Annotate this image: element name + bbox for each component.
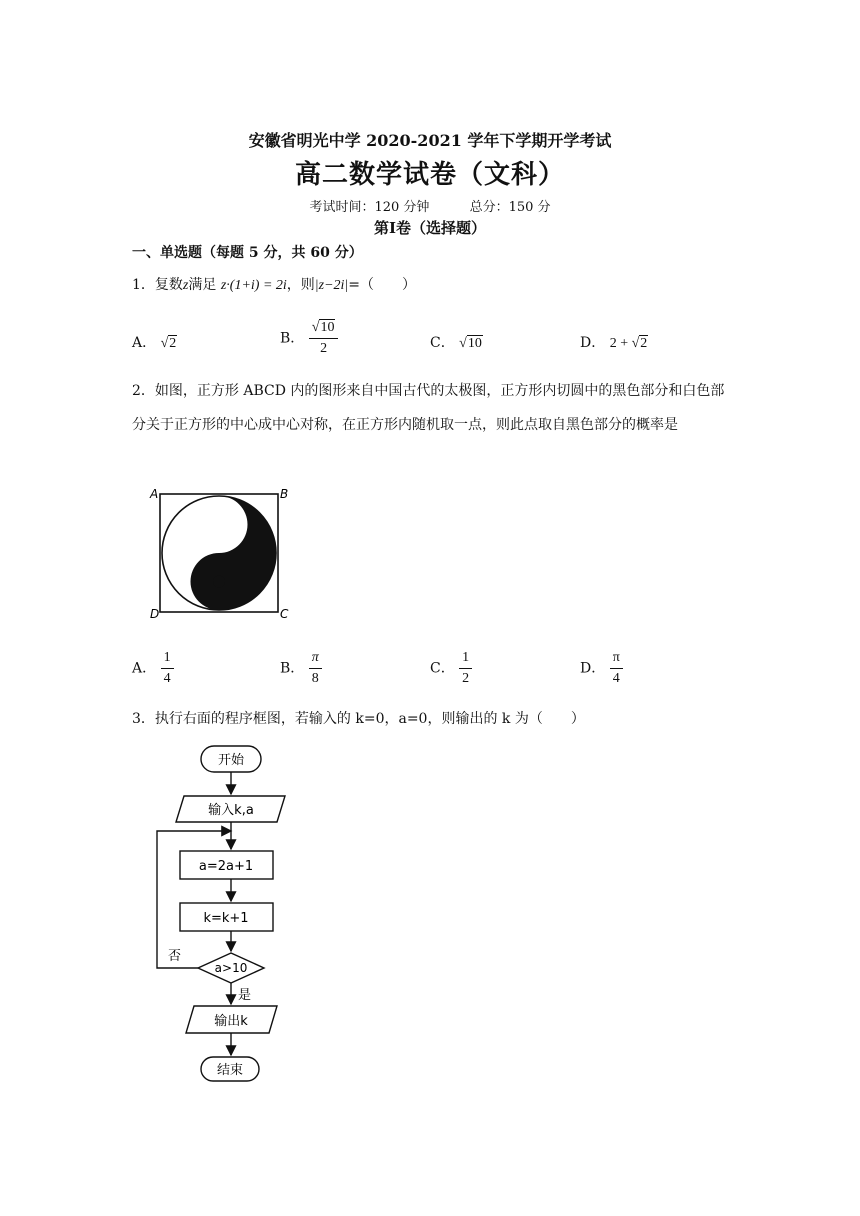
fraction: $\frac{\pi}{8}$	[309, 648, 322, 689]
flow-output-label: 输出k	[214, 1014, 248, 1029]
flow-input-label: 输入k,a	[208, 803, 254, 818]
flow-end-label: 结束	[216, 1063, 244, 1078]
q1-option-b	[280, 318, 338, 359]
q2-option-c	[430, 648, 472, 689]
option-label: C．	[430, 335, 455, 351]
q1-option-c	[430, 332, 483, 352]
option-label: B．	[280, 660, 305, 677]
q1-prefix: 1．复数	[132, 277, 183, 293]
section-heading: 一、单选题（每题 5 分，共 60 分）	[132, 245, 363, 261]
sqrt-expr: √2	[631, 336, 648, 351]
vertex-c-label: C	[280, 607, 289, 620]
option-label: C．	[430, 660, 455, 677]
flowchart	[140, 736, 320, 1086]
fraction: $\frac{√10}{2}$	[309, 318, 339, 359]
q2-option-a	[132, 648, 174, 689]
volume-heading: 第Ⅰ卷（选择题）	[373, 219, 487, 237]
exam-school-line: 安徽省明光中学 2020-2021 学年下学期开学考试	[248, 131, 612, 150]
flow-condition-label: a>10	[214, 961, 248, 975]
vertex-d-label: D	[150, 607, 160, 620]
flow-no-label: 否	[168, 949, 182, 964]
page-title: 高二数学试卷（文科）	[294, 160, 565, 190]
flow-yes-label: 是	[238, 988, 252, 1003]
option-label: A．	[132, 660, 157, 677]
vertex-a-label: A	[150, 487, 159, 501]
q1-comma: ，则	[286, 277, 315, 293]
option-label: D．	[580, 335, 606, 351]
fraction: $\frac{1}{2}$	[459, 648, 472, 689]
q2-option-d	[580, 648, 623, 689]
q1-abs-expr: |z−2i|	[314, 278, 349, 293]
question-2: 2．如图，正方形 ABCD 内的图形来自中国古代的太极图，正方形内切圆中的黑色部分和白色部分关于正方形的中心成中心对称，在正方形内随机取一点，则此点取自黑色部分的概率是	[132, 383, 725, 433]
q2-option-b	[280, 648, 322, 689]
q1-var-z: z	[182, 278, 189, 293]
option-label: D．	[580, 660, 606, 677]
question-3: 3．执行右面的程序框图，若输入的 k=0，a=0，则输出的 k 为（ ）	[132, 711, 585, 727]
vertex-b-label: B	[280, 487, 289, 501]
sqrt-expr: √10	[459, 336, 482, 351]
q1-equation: z·(1+i) = 2i	[220, 278, 287, 293]
taiji-symbol	[162, 496, 276, 610]
option-label: A．	[132, 335, 157, 351]
taiji-figure	[146, 486, 296, 620]
fraction: $\frac{\pi}{4}$	[610, 648, 623, 689]
sqrt-expr: √2	[160, 336, 177, 351]
total-score: 总分：150 分	[469, 200, 551, 215]
question-1	[132, 274, 416, 294]
exam-meta	[0, 196, 860, 215]
exam-time: 考试时间：120 分钟	[309, 200, 430, 215]
flow-step2-label: k=k+1	[203, 911, 249, 926]
option-label: B．	[280, 330, 305, 347]
q1-tail: =（ ）	[348, 277, 416, 293]
flow-step1-label: a=2a+1	[198, 859, 254, 874]
flow-start-label: 开始	[217, 753, 245, 768]
fraction: $\frac{1}{4}$	[161, 648, 174, 689]
q1-mid: 满足	[188, 277, 217, 293]
q1-option-d: D． 2 + √2	[580, 335, 648, 351]
q1-option-a	[132, 332, 177, 352]
